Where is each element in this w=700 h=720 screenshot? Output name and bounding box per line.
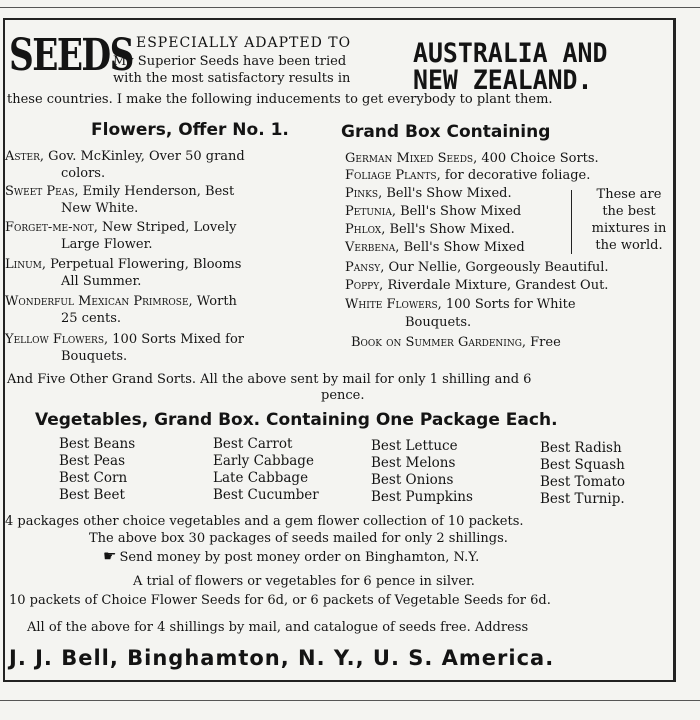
mixtures-note (583, 186, 675, 254)
veg-item: Best Beans (59, 436, 136, 452)
flower-name: Aster, (5, 149, 45, 164)
veg-item: Best Corn (59, 470, 128, 486)
show-item-desc: Bell's Show Mixed. (385, 222, 515, 237)
five-other-line-2: pence. (321, 388, 365, 403)
show-item-name: Verbena, (345, 240, 400, 255)
veg-item: Best Pumpkins (371, 489, 473, 505)
show-item-name: Pinks, (345, 186, 383, 201)
flower-name: Forget-me-not, (5, 220, 98, 235)
especially-adapted: ESPECIALLY ADAPTED TO (136, 35, 352, 51)
grand-item-desc: Riverdale Mixture, Grandest Out. (383, 278, 609, 293)
address-footer: J. J. Bell, Binghamton, N. Y., U. S. America. (9, 646, 555, 670)
veg-item: Best Onions (371, 472, 454, 488)
flower-name: Yellow Flowers, (5, 332, 109, 347)
grand-item-name: White Flowers, (345, 297, 442, 312)
bottom-rule (0, 700, 700, 701)
flower-item-cont: Bouquets. (61, 349, 128, 364)
veg-item: Best Radish (540, 440, 622, 456)
vegetables-heading: Vegetables, Grand Box. Containing One Package Each. (35, 410, 558, 430)
veg-item: Best Cucumber (213, 487, 319, 503)
note-line: These are (596, 187, 662, 202)
grand-item (345, 259, 609, 276)
veg-column (540, 440, 625, 508)
note-line: the world. (595, 238, 663, 253)
intro-line-3: with the most satisfactory results in (113, 71, 351, 86)
flower-name: Wonderful Mexican Primrose, (5, 294, 193, 309)
grand-item-desc: 400 Choice Sorts. (477, 151, 599, 166)
flower-name: Linum, (5, 257, 46, 272)
show-item-name: Petunia, (345, 204, 396, 219)
flower-item-cont: 25 cents. (61, 311, 122, 326)
flower-item (5, 331, 244, 348)
grand-item-name: Pansy, (345, 260, 385, 275)
grand-item (345, 150, 599, 167)
show-item-desc: Bell's Show Mixed. (382, 186, 512, 201)
grand-item-name: Book on Summer Gardening, (351, 335, 527, 350)
grand-box-heading: Grand Box Containing (341, 122, 551, 142)
flower-desc: Emily Henderson, Best (78, 184, 235, 199)
veg-item: Late Cabbage (213, 470, 309, 486)
grand-item (345, 296, 576, 313)
grand-item (345, 167, 590, 184)
show-item-name: Phlox, (345, 222, 386, 237)
flower-desc: Gov. McKinley, Over 50 grand (44, 149, 245, 164)
veg-column (59, 436, 135, 504)
send-money-line (103, 548, 479, 566)
flower-desc: New Striped, Lovely (97, 220, 237, 235)
grand-item-cont: Bouquets. (405, 315, 472, 330)
five-other-line: And Five Other Grand Sorts. All the above sent by mail for only 1 shilling and 6 (7, 372, 532, 387)
above-box-line: The above box 30 packages of seeds mailed for only 2 shillings. (89, 531, 508, 546)
advertisement (3, 18, 676, 682)
grand-item-desc: Free (526, 335, 561, 350)
veg-column (213, 436, 319, 504)
flower-item (5, 183, 234, 200)
note-line: the best (602, 204, 656, 219)
flowers-heading: Flowers, Offer No. 1. (91, 120, 289, 140)
flower-name: Sweet Peas, (5, 184, 79, 199)
intro-line-4: these countries. I make the following inducements to get everybody to plant them. (7, 92, 553, 107)
flower-item (5, 148, 245, 165)
grand-item-name: Foliage Plants, (345, 168, 441, 183)
grand-item-desc: Our Nellie, Gorgeously Beautiful. (384, 260, 609, 275)
grand-item-name: German Mixed Seeds, (345, 151, 478, 166)
flower-item (5, 219, 236, 236)
seeds-title: SEEDS (9, 30, 133, 81)
note-line: mixtures in (591, 221, 667, 236)
show-item (345, 221, 515, 238)
ten-packets-line: 10 packets of Choice Flower Seeds for 6d, or 6 packets of Vegetable Seeds for 6d. (9, 593, 551, 608)
send-money-text: Send money by post money order on Binghamton, N.Y. (119, 550, 480, 565)
veg-item: Best Squash (540, 457, 625, 473)
flower-desc: 100 Sorts Mixed for (108, 332, 244, 347)
show-item (345, 185, 512, 202)
flower-item-cont: New White. (61, 201, 139, 216)
grand-item-desc: 100 Sorts for White (441, 297, 576, 312)
country-heading-1: AUSTRALIA AND (413, 38, 608, 69)
country-heading-2: NEW ZEALAND. (413, 65, 593, 96)
flower-item-cont: colors. (61, 166, 106, 181)
all-above-line: All of the above for 4 shillings by mail, and catalogue of seeds free. Address (27, 620, 529, 635)
veg-item: Best Carrot (213, 436, 293, 452)
veg-item: Best Peas (59, 453, 125, 469)
veg-column (371, 438, 473, 506)
grand-item-desc: for decorative foliage. (440, 168, 591, 183)
veg-item: Best Tomato (540, 474, 626, 490)
show-item-desc: Bell's Show Mixed (399, 240, 525, 255)
pointing-hand-icon: ☛ (103, 547, 117, 565)
flower-item-cont: All Summer. (61, 274, 142, 289)
show-item-desc: Bell's Show Mixed (395, 204, 522, 219)
veg-item: Best Turnip. (540, 491, 625, 507)
show-item (345, 239, 525, 256)
veg-item: Best Beet (59, 487, 125, 503)
intro-line-2: My Superior Seeds have been tried (113, 54, 347, 69)
flower-desc: Perpetual Flowering, Blooms (46, 257, 242, 272)
veg-item: Best Lettuce (371, 438, 458, 454)
top-rule (0, 7, 700, 8)
trial-line: A trial of flowers or vegetables for 6 pence in silver. (133, 574, 475, 589)
flower-item-cont: Large Flower. (61, 237, 153, 252)
grand-item-name: Poppy, (345, 278, 384, 293)
veg-item: Early Cabbage (213, 453, 314, 469)
veg-item: Best Melons (371, 455, 456, 471)
grand-item (345, 277, 608, 294)
packages-line: 4 packages other choice vegetables and a gem flower collection of 10 packets. (5, 514, 524, 529)
show-item (345, 203, 521, 220)
note-divider (571, 190, 572, 254)
flower-desc: Worth (192, 294, 237, 309)
grand-item (351, 334, 561, 351)
flower-item (5, 293, 237, 310)
flower-item (5, 256, 241, 273)
